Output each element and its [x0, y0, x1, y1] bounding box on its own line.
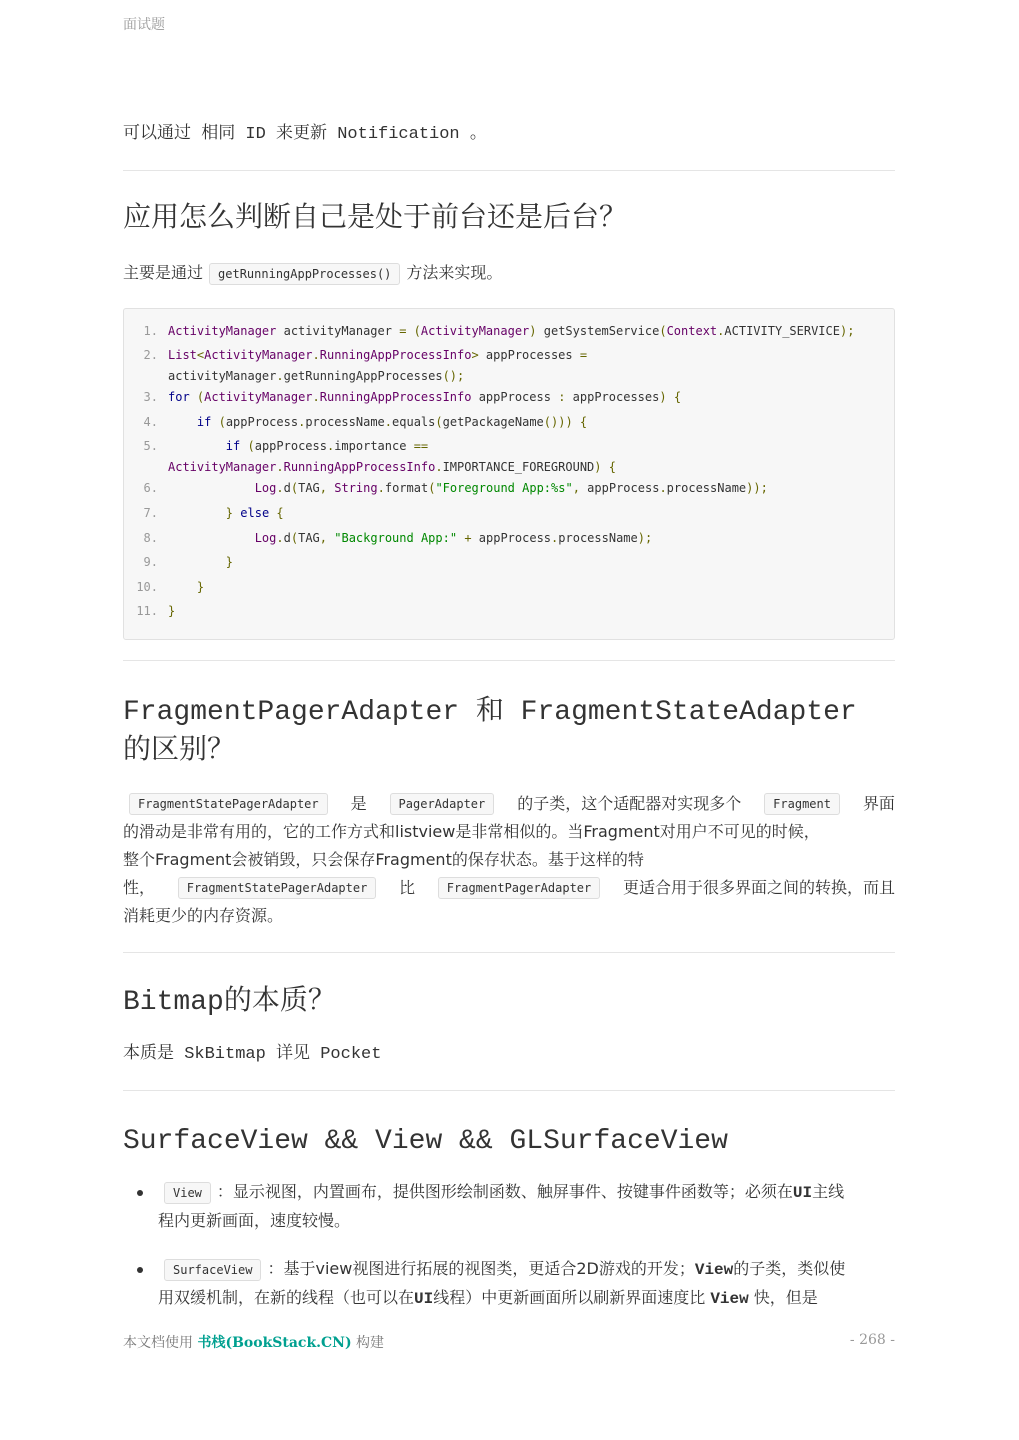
code-line: if (appProcess.processName.equals(getPackageName())) { — [196, 415, 588, 429]
code-block — [123, 308, 895, 640]
code-line: ActivityManager.RunningAppProcessInfo.IMPORTANCE_FOREGROUND) { — [168, 460, 616, 474]
bullet-icon — [137, 1190, 143, 1196]
inline-code: getRunningAppProcesses() — [209, 263, 400, 285]
line-number: 7. — [143, 506, 158, 520]
intro-text: 可以通过 相同 ID 来更新 Notification 。 — [123, 125, 487, 144]
section-title-foreground: 应用怎么判断自己是处于前台还是后台？ — [123, 200, 628, 233]
line-number: 9. — [143, 555, 158, 569]
line-number: 2. — [143, 348, 158, 362]
surfaceview-list — [123, 1178, 895, 1333]
para-line: FragmentStatePagerAdapter 是 PagerAdapter 的子类，这个适配器对实现多个 Fragment 界面 — [123, 790, 895, 818]
section-title-fragment-adapter: FragmentPagerAdapter 和 FragmentStateAdapter 的区别？ — [123, 697, 857, 765]
page-header: 面试题 — [123, 17, 165, 33]
para-line: 整个Fragment会被销毁，只会保存Fragment的保存状态。基于这样的特 — [123, 850, 644, 869]
line-number: 8. — [143, 531, 158, 545]
line-number: 3. — [143, 390, 158, 404]
line-number: 11. — [136, 604, 158, 618]
line-number: 1. — [143, 324, 158, 338]
code-line: ActivityManager activityManager = (ActivityManager) getSystemService(Context.ACTIVITY_SERVICE); — [168, 324, 855, 338]
section3-text: 本质是 SkBitmap 详见 Pocket — [123, 1045, 382, 1064]
para-line: 性， FragmentStatePagerAdapter 比 FragmentPagerAdapter 更适合用于很多界面之间的转换，而且 — [123, 878, 895, 897]
page-footer: 本文档使用 书栈(BookStack.CN) 构建 — [123, 1335, 385, 1351]
para-line: 消耗更少的内存资源。 — [123, 906, 284, 925]
line-number: 5. — [143, 439, 158, 453]
code-line: for (ActivityManager.RunningAppProcessInfo appProcess : appProcesses) { — [168, 390, 682, 404]
list-item: SurfaceView ：基于view视图进行拓展的视图类，更适合2D游戏的开发；View的子类，类似使 用双缓机制，在新的线程（也可以在UI线程）中更新画面所以刷新界面速度比 View 快，但是 — [123, 1255, 895, 1313]
code-line: Log.d(TAG, "Background App:" + appProcess.processName); — [254, 531, 653, 545]
line-number: 6. — [143, 481, 158, 495]
section2-paragraph — [123, 790, 895, 930]
bookstack-link[interactable]: 书栈(BookStack.CN) — [197, 1335, 352, 1351]
line-number: 4. — [143, 415, 158, 429]
code-line: Log.d(TAG, String.format("Foreground App:%s", appProcess.processName)); — [254, 481, 768, 495]
page-number: - 268 - — [849, 1332, 895, 1348]
para-line: 的滑动是非常有用的，它的工作方式和listview是非常相似的。当Fragment对用户不可见的时候， — [123, 822, 820, 841]
list-item: View ：显示视图，内置画布，提供图形绘制函数、触屏事件、按键事件函数等；必须在UI主线 程内更新画面，速度较慢。 — [123, 1178, 895, 1235]
section-title-bitmap: Bitmap的本质？ — [123, 987, 336, 1018]
section1-paragraph: 主要是通过 getRunningAppProcesses() 方法来实现。 — [123, 258, 502, 287]
code-line: if (appProcess.importance == — [225, 439, 429, 453]
code-line: activityManager.getRunningAppProcesses(); — [168, 369, 465, 383]
bullet-icon — [137, 1267, 143, 1273]
line-number: 10. — [136, 580, 158, 594]
divider — [123, 660, 895, 661]
code-line: } — [168, 604, 176, 618]
code-line: } else { — [225, 506, 284, 520]
section-title-surfaceview: SurfaceView && View && GLSurfaceView — [123, 1126, 728, 1157]
divider — [123, 1090, 895, 1091]
divider — [123, 952, 895, 953]
divider — [123, 170, 895, 171]
code-line: } — [225, 555, 234, 569]
code-line: } — [196, 580, 205, 594]
code-line: List<ActivityManager.RunningAppProcessInfo> appProcesses = — [168, 348, 588, 362]
